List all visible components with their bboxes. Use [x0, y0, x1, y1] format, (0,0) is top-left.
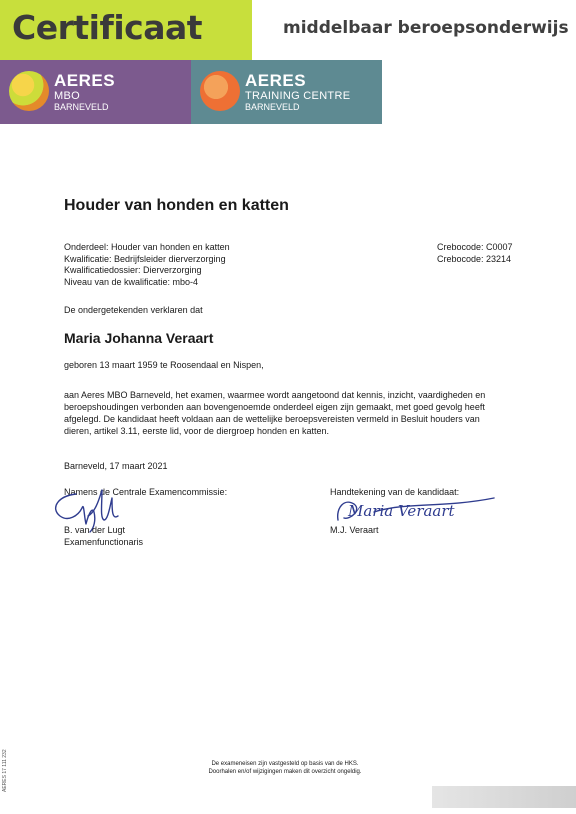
- aeres-mbo-logo-text: AERES MBO BARNEVELD: [54, 71, 116, 112]
- candidate-signature-script: Maria Veraart: [348, 502, 455, 520]
- aeres-training-logo-text: AERES TRAINING CENTRE BARNEVELD: [245, 71, 351, 112]
- aeres-training-logo: [200, 71, 240, 111]
- examination-committee-label: Namens de Centrale Examencommissie:: [64, 487, 228, 497]
- statement-paragraph: aan Aeres MBO Barneveld, het examen, waarmee wordt aangetoond dat kennis, inzicht, vaardigheden en beroepshoudingen verbonden aan bovengenoemde onderdeel eigen zijn gemaakt, met goed gevolg heeft afgelegd. De kandidaat heeft voldaan aan de wettelijke beroepsvereisten vermeld in Besluit houders van dieren, artikel 3.11, eerste lid, voor de diergroep honden en katten.: [64, 390, 486, 436]
- crebo-code-2: Crebocode: 23214: [437, 253, 512, 264]
- aeres-mbo-logo-icon: [9, 71, 49, 111]
- candidate-name: Maria Johanna Veraart: [64, 330, 214, 346]
- scan-strip: [432, 786, 576, 808]
- qualification-details: [64, 242, 230, 288]
- crebo-code-1: Crebocode: C0007: [437, 242, 513, 252]
- examiner-role: Examenfunctionaris: [64, 536, 144, 547]
- detail-niveau: Niveau van de kwalificatie: mbo-4: [64, 276, 199, 287]
- detail-kwalificatiedossier: Kwalificatiedossier: Dierverzorging: [64, 265, 202, 275]
- declaration-text: De ondergetekenden verklaren dat: [64, 305, 203, 315]
- education-type: middelbaar beroepsonderwijs: [283, 18, 569, 38]
- crebo-codes: [437, 242, 513, 265]
- aeres-training-logo-icon: [200, 71, 240, 111]
- detail-onderdeel: Onderdeel: Houder van honden en katten: [64, 242, 230, 252]
- footer-note: De exameneisen zijn vastgesteld op basis van de HKS. Doorhalen en/of wijzigingen maken dit overzicht ongeldig.: [208, 761, 362, 775]
- qualification-title: Houder van honden en katten: [64, 197, 289, 214]
- document-code: AERES 17 111 232: [2, 749, 8, 792]
- birth-info: geboren 13 maart 1959 te Roosendaal en Nispen,: [64, 360, 264, 370]
- examiner-name: B. van der Lugt: [64, 525, 126, 535]
- aeres-mbo-logo: [9, 71, 49, 111]
- candidate-signature-label: Handtekening van de kandidaat:: [330, 487, 460, 497]
- candidate-signature: [334, 490, 504, 528]
- place-date: Barneveld, 17 maart 2021: [64, 461, 168, 471]
- candidate-short-name: M.J. Veraart: [330, 525, 379, 535]
- certificate-title: Certificaat: [12, 8, 203, 47]
- examiner-name-block: [64, 525, 143, 548]
- detail-kwalificatie: Kwalificatie: Bedrijfsleider dierverzorging: [64, 253, 226, 264]
